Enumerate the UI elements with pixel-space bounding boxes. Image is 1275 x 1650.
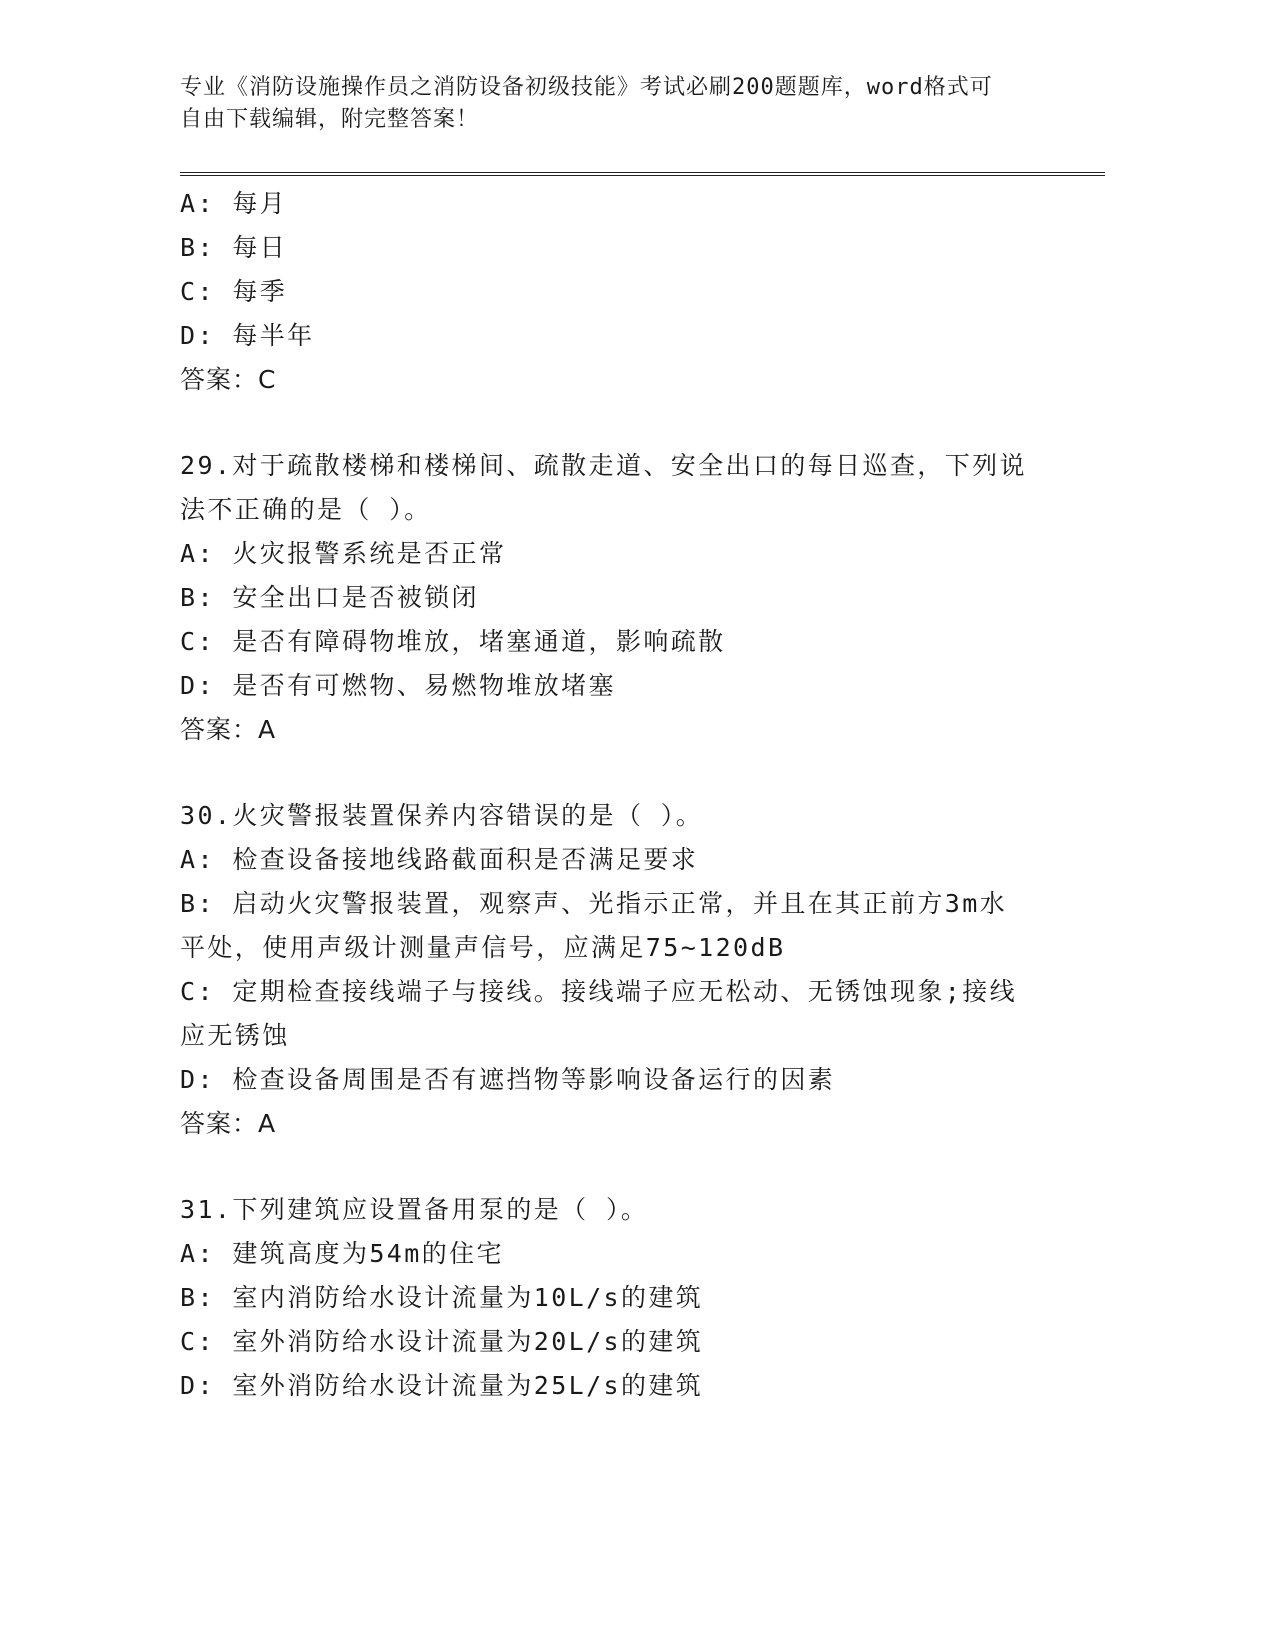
option-b-line-1: B: 启动火灾警报装置，观察声、光指示正常，并且在其正前方3m水 xyxy=(180,889,1008,918)
option-a: A: 建筑高度为54m的住宅 xyxy=(180,1239,504,1268)
spacer xyxy=(180,402,1050,444)
option-c: C: 是否有障碍物堆放，堵塞通道，影响疏散 xyxy=(180,627,726,656)
option-a: A: 火灾报警系统是否正常 xyxy=(180,539,507,568)
option-b: B: 每日 xyxy=(180,233,288,262)
question-30 xyxy=(180,794,1050,1146)
header-title-line-1: 专业《消防设施操作员之消防设备初级技能》考试必刷200题题库，word格式可 xyxy=(180,75,993,100)
document-header xyxy=(180,72,1080,136)
question-28 xyxy=(180,182,1050,402)
spacer xyxy=(180,752,1050,794)
question-stem: 30.火灾警报装置保养内容错误的是（ ）。 xyxy=(180,801,704,830)
option-c: C: 每季 xyxy=(180,277,288,306)
option-c: C: 室外消防给水设计流量为20L/s的建筑 xyxy=(180,1327,704,1356)
option-b-line-2: 平处，使用声级计测量声信号，应满足75~120dB xyxy=(180,933,786,962)
option-b: B: 室内消防给水设计流量为10L/s的建筑 xyxy=(180,1283,704,1312)
question-stem-line-1: 29.对于疏散楼梯和楼梯间、疏散走道、安全出口的每日巡查，下列说 xyxy=(180,451,1027,480)
question-stem: 31.下列建筑应设置备用泵的是（ ）。 xyxy=(180,1195,649,1224)
option-b: B: 安全出口是否被锁闭 xyxy=(180,583,479,612)
answer: 答案：A xyxy=(180,1109,277,1138)
header-title-line-2: 自由下载编辑，附完整答案！ xyxy=(180,107,480,132)
question-31 xyxy=(180,1188,1050,1408)
option-a: A: 检查设备接地线路截面积是否满足要求 xyxy=(180,845,699,874)
option-d: D: 检查设备周围是否有遮挡物等影响设备运行的因素 xyxy=(180,1065,836,1094)
option-d: D: 室外消防给水设计流量为25L/s的建筑 xyxy=(180,1371,704,1400)
option-a: A: 每月 xyxy=(180,189,288,218)
answer: 答案：A xyxy=(180,715,277,744)
answer: 答案：C xyxy=(180,365,277,394)
question-list xyxy=(180,182,1050,1408)
option-c-line-2: 应无锈蚀 xyxy=(180,1021,290,1050)
question-29 xyxy=(180,444,1050,752)
header-divider xyxy=(180,172,1105,176)
option-c-line-1: C: 定期检查接线端子与接线。接线端子应无松动、无锈蚀现象;接线 xyxy=(180,977,1018,1006)
option-d: D: 是否有可燃物、易燃物堆放堵塞 xyxy=(180,671,616,700)
question-stem-line-2: 法不正确的是（ ）。 xyxy=(180,495,432,524)
spacer xyxy=(180,1146,1050,1188)
option-d: D: 每半年 xyxy=(180,321,315,350)
